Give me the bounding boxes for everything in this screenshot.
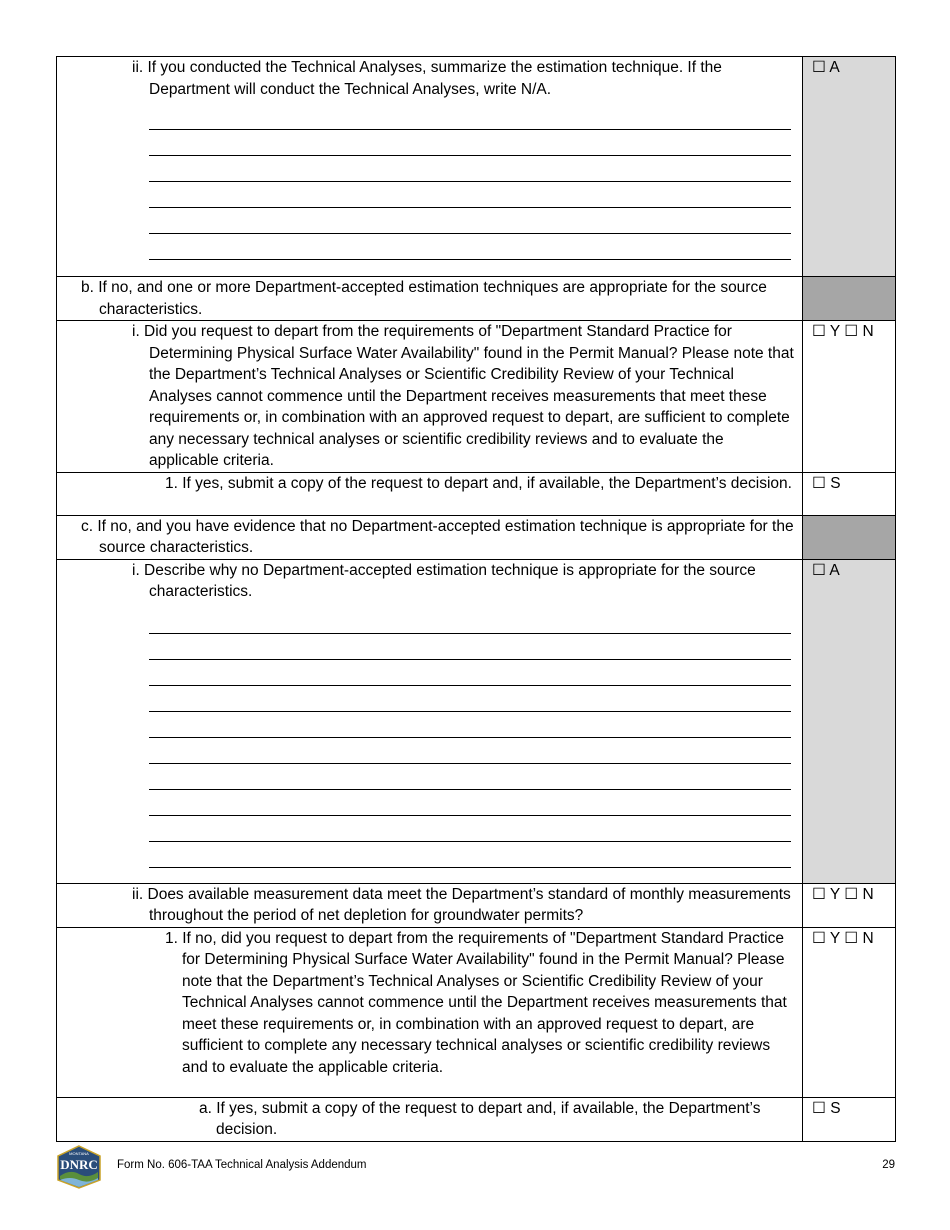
answer-line[interactable] [149, 686, 791, 712]
page-number: 29 [882, 1159, 895, 1171]
logo-small-text: MONTANA [69, 1151, 89, 1156]
table-row [57, 321, 896, 473]
question-text: i. Did you request to depart from the requirements of "Department Standard Practice for Determining Physical Surface Water Availability" found in the Permit Manual? Please note that the Department’s Technical Analyses or Scientific Credibility Review of your Technical Analyses cannot commence until the Department receives measurements that meet these requirements or, in combination with an approved request to depart, are sufficient to complete any necessary technical analyses or scientific credibility reviews and to evaluate the applicable criteria. [132, 323, 794, 469]
checkbox-yes-no[interactable]: ☐ Y ☐ N [812, 929, 874, 947]
checkbox-cell [803, 883, 896, 927]
answer-line[interactable] [149, 816, 791, 842]
checkbox-s[interactable]: ☐ S [812, 1099, 841, 1117]
answer-line[interactable] [149, 234, 791, 260]
question-text: b. If no, and one or more Department-accepted estimation techniques are appropriate for the source characteristics. [81, 279, 767, 318]
answer-line[interactable] [149, 208, 791, 234]
table-row [57, 515, 896, 559]
answer-line[interactable] [149, 764, 791, 790]
question-text: a. If yes, submit a copy of the request to depart and, if available, the Department’s decision. [199, 1099, 761, 1138]
question-text: 1. If no, did you request to depart from the requirements of "Department Standard Practice for Determining Physical Surface Water Availability" found in the Permit Manual? Please note that the Department’s Technical Analyses or Scientific Credibility Review of your Technical Analyses cannot commence until the Department receives measurements that meet these requirements or, in combination with an approved request to depart, are sufficient to complete any necessary technical analyses or scientific credibility reviews and to evaluate the applicable criteria. [165, 929, 787, 1076]
checkbox-cell [803, 472, 896, 515]
checkbox-cell [803, 1097, 896, 1141]
answer-line[interactable] [149, 634, 791, 660]
answer-line[interactable] [149, 182, 791, 208]
checkbox-cell [803, 515, 896, 559]
table-row [57, 559, 896, 883]
checkbox-cell [803, 927, 896, 1097]
question-text: ii. Does available measurement data meet the Department’s standard of monthly measurements throughout the period of net depletion for groundwater permits? [132, 885, 791, 924]
answer-line[interactable] [149, 738, 791, 764]
table-row [57, 927, 896, 1097]
answer-line[interactable] [149, 156, 791, 182]
checkbox-a[interactable]: ☐ A [812, 561, 840, 579]
table-row [57, 57, 896, 277]
question-text: 1. If yes, submit a copy of the request to depart and, if available, the Department’s decision. [165, 474, 792, 492]
checkbox-yes-no[interactable]: ☐ Y ☐ N [812, 323, 874, 340]
checkbox-yes-no[interactable]: ☐ Y ☐ N [812, 885, 874, 903]
answer-line[interactable] [149, 608, 791, 634]
answer-line[interactable] [149, 130, 791, 156]
answer-line[interactable] [149, 790, 791, 816]
answer-line[interactable] [149, 712, 791, 738]
answer-line[interactable] [149, 842, 791, 868]
checkbox-s[interactable]: ☐ S [812, 474, 841, 492]
checkbox-cell [803, 559, 896, 883]
addendum-table [56, 56, 896, 1142]
table-row [57, 277, 896, 321]
table-row [57, 472, 896, 515]
page-footer [56, 1145, 895, 1191]
question-text: c. If no, and you have evidence that no Department-accepted estimation technique is appropriate for the source characteristics. [81, 517, 794, 556]
answer-line[interactable] [149, 660, 791, 686]
table-row [57, 883, 896, 927]
logo-text: DNRC [60, 1157, 98, 1172]
checkbox-cell [803, 57, 896, 277]
form-number: Form No. 606-TAA Technical Analysis Addendum [117, 1159, 367, 1171]
question-text: i. Describe why no Department-accepted estimation technique is appropriate for the source characteristics. [132, 561, 756, 600]
table-row [57, 1097, 896, 1141]
checkbox-cell [803, 321, 896, 473]
question-text: ii. If you conducted the Technical Analyses, summarize the estimation technique. If the Department will conduct the Technical Analyses, write N/A. [132, 59, 722, 98]
checkbox-cell [803, 277, 896, 321]
dnrc-logo [56, 1145, 102, 1189]
checkbox-a[interactable]: ☐ A [812, 59, 840, 76]
answer-line[interactable] [149, 104, 791, 130]
